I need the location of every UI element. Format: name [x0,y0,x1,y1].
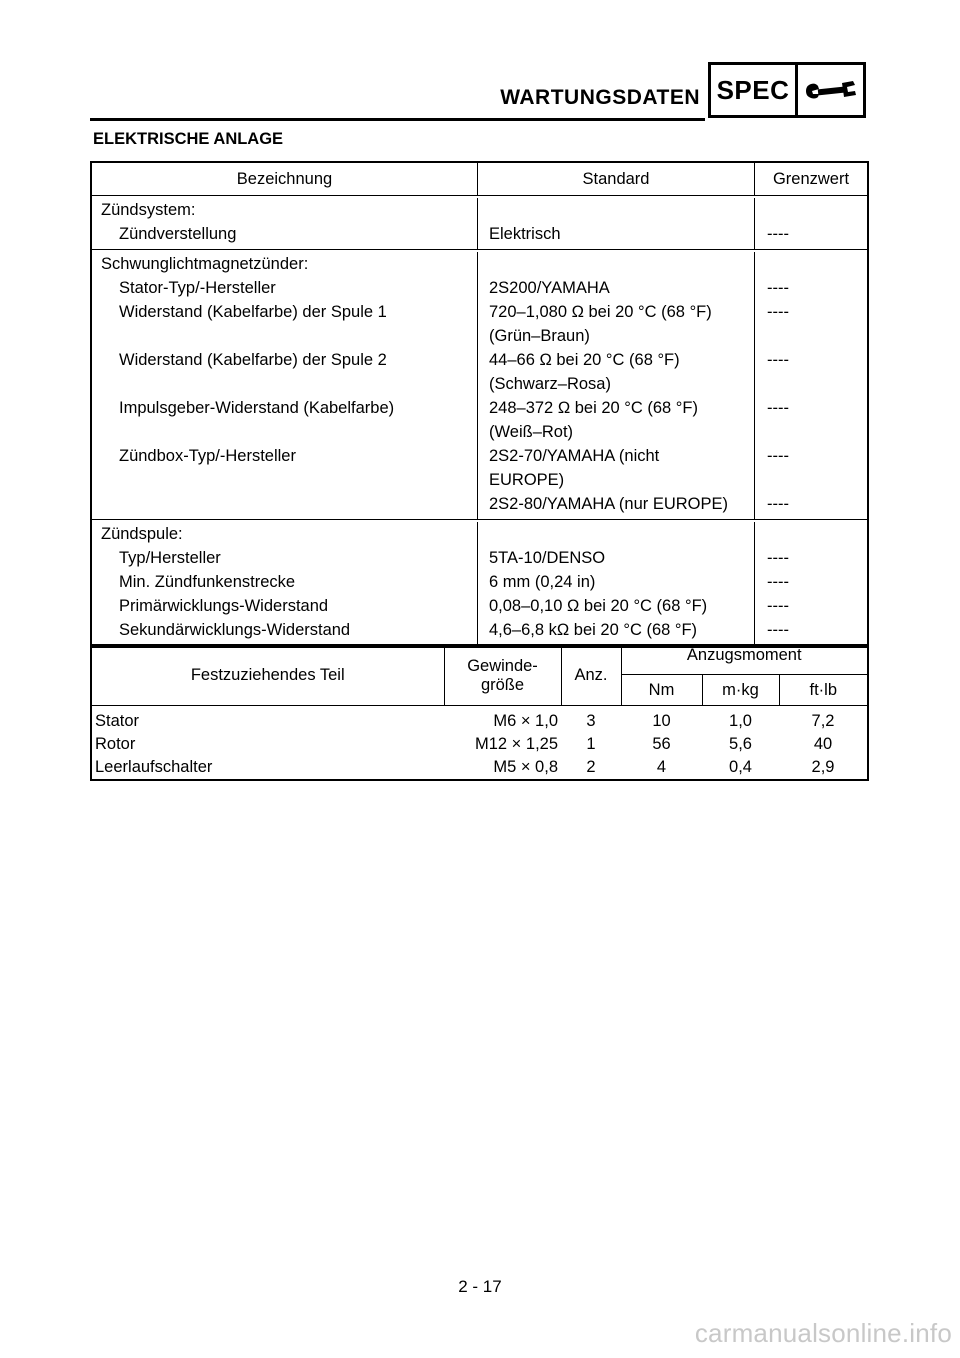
table-row [92,594,867,618]
row-standard: Elektrisch [478,222,755,246]
row-name: Impulsgeber-Widerstand (Kabelfarbe) [92,396,478,444]
row-standard: 248–372 Ω bei 20 °C (68 °F) (Weiß–Rot) [478,396,755,444]
page-number: 2 - 17 [458,1277,502,1296]
row-limit: ---- [767,303,789,321]
table-row [92,348,867,396]
group-title: Zündspule: [92,522,478,546]
torque-table [90,644,869,781]
cell-part: Leerlaufschalter [95,758,213,776]
row-name: Widerstand (Kabelfarbe) der Spule 1 [92,300,478,348]
cell-nm: 4 [656,758,667,776]
cell-ftlb: 7,2 [811,712,835,730]
row-name: Typ/Hersteller [92,546,478,570]
cell-qty: 3 [586,712,596,730]
wrench-icon [798,65,863,115]
row-name: Sekundärwicklungs-Widerstand [92,618,478,642]
row-standard: 6 mm (0,24 in) [478,570,755,594]
header-rule [90,118,705,121]
spec-group-magneto [92,250,867,520]
table-row [92,733,867,756]
electrical-spec-table [90,161,869,648]
row-limit: ---- [767,351,789,369]
cell-ftlb: 2,9 [811,758,835,776]
column-header-nm: Nm [621,675,702,706]
cell-part: Stator [95,712,140,730]
table-row [92,706,867,734]
row-name: Primärwicklungs-Widerstand [92,594,478,618]
cell-part: Rotor [95,735,136,753]
table-row [92,570,867,594]
row-name: Stator-Typ/-Hersteller [92,276,478,300]
row-name [92,492,478,516]
row-name: Zündbox-Typ/-Hersteller [92,444,478,492]
column-header-qty: Anz. [561,646,621,706]
cell-thread: M12 × 1,25 [474,735,558,753]
row-name: Widerstand (Kabelfarbe) der Spule 2 [92,348,478,396]
footer-watermark[interactable]: carmanualsonline.info [694,1318,952,1348]
cell-thread: M5 × 0,8 [493,758,558,776]
table-row [92,492,867,516]
cell-mkg: 1,0 [729,712,752,730]
spec-group-ignition-coil [92,520,867,646]
cell-ftlb: 40 [813,735,833,753]
row-limit: ---- [767,621,789,639]
cell-mkg: 0,4 [729,758,752,776]
table-row [92,222,867,246]
row-limit: ---- [767,495,789,513]
row-standard: 720–1,080 Ω bei 20 °C (68 °F) (Grün–Braun) [478,300,755,348]
row-limit: ---- [767,447,789,465]
row-standard: 5TA-10/DENSO [478,546,755,570]
group-title: Zündsystem: [92,198,478,222]
row-limit: ---- [767,225,789,243]
column-header-limit: Grenzwert [772,170,850,188]
row-limit: ---- [767,549,789,567]
table-row [92,546,867,570]
row-standard: 4,6–6,8 kΩ bei 20 °C (68 °F) [478,618,755,642]
row-standard: 2S2-70/YAMAHA (nicht EUROPE) [478,444,755,492]
table-row [92,444,867,492]
spec-badge [708,62,866,118]
page-header-title: WARTUNGSDATEN [500,86,700,109]
spec-badge-label: SPEC [711,65,798,115]
spec-group-ignition [92,196,867,250]
row-standard: 0,08–0,10 Ω bei 20 °C (68 °F) [478,594,755,618]
table-row [92,396,867,444]
row-limit: ---- [767,573,789,591]
group-title: Schwunglichtmagnetzünder: [92,252,478,276]
cell-qty: 2 [586,758,596,776]
cell-nm: 56 [652,735,671,753]
row-limit: ---- [767,399,789,417]
column-header-thread: Gewinde- größe [444,646,561,706]
row-name: Zündverstellung [92,222,478,246]
row-name: Min. Zündfunkenstrecke [92,570,478,594]
cell-nm: 10 [652,712,671,730]
column-header-ftlb: ft·lb [779,675,867,706]
row-limit: ---- [767,597,789,615]
column-header-part: Festzuziehendes Teil [92,646,444,706]
section-title: ELEKTRISCHE ANLAGE [93,130,284,148]
table-row [92,300,867,348]
cell-qty: 1 [586,735,596,753]
cell-mkg: 5,6 [729,735,752,753]
row-standard: 2S200/YAMAHA [478,276,755,300]
column-header-mkg: m·kg [702,675,779,706]
row-limit: ---- [767,279,789,297]
column-header-standard: Standard [478,163,755,195]
table-row [92,756,867,779]
spec-table-header [92,163,867,196]
row-standard: 2S2-80/YAMAHA (nur EUROPE) [478,492,755,516]
column-header-torque: Anzugsmoment [621,646,867,675]
row-standard: 44–66 Ω bei 20 °C (68 °F) (Schwarz–Rosa) [478,348,755,396]
cell-thread: M6 × 1,0 [493,712,558,730]
table-row [92,276,867,300]
column-header-designation: Bezeichnung [92,163,478,195]
table-row [92,618,867,642]
